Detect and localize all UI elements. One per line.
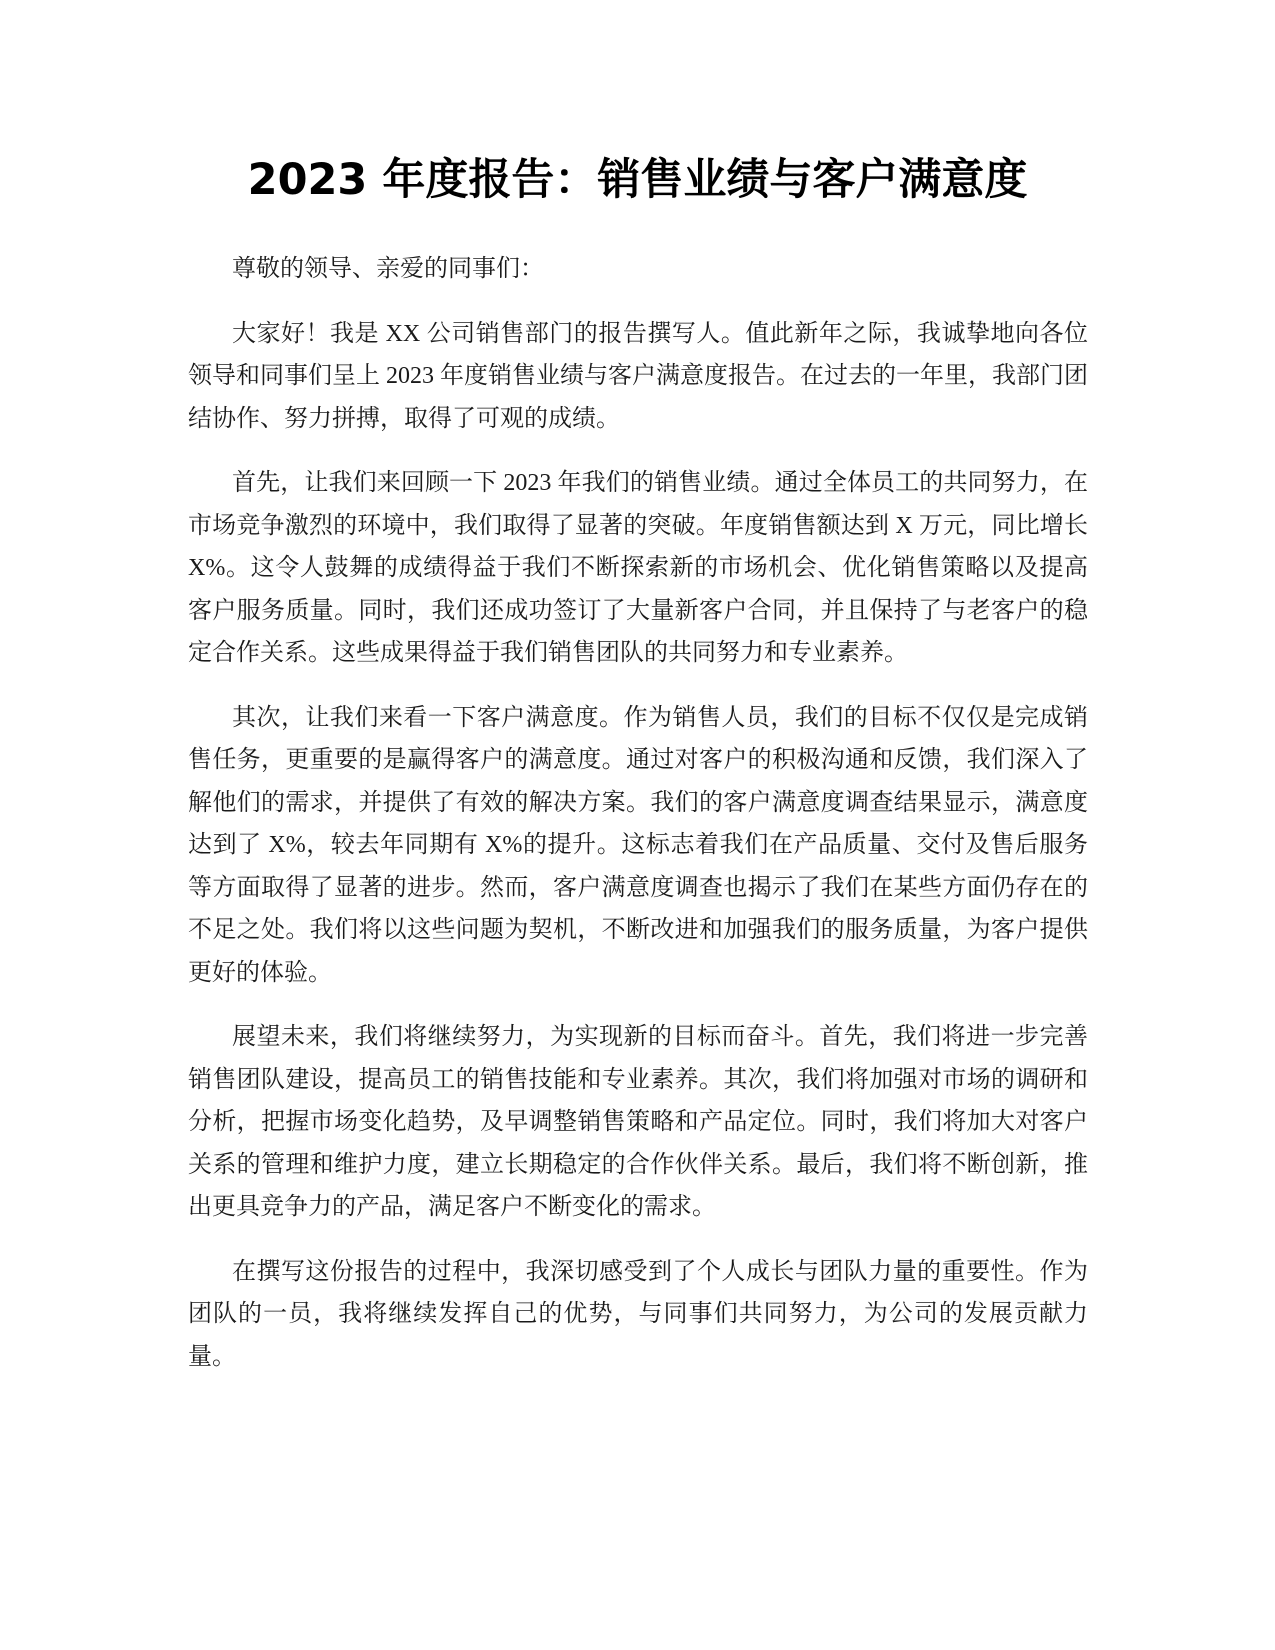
document-title: 2023 年度报告：销售业绩与客户满意度 [247, 155, 1028, 205]
paragraph-intro: 大家好！我是 XX 公司销售部门的报告撰写人。值此新年之际，我诚挚地向各位领导和同事们呈上 2023 年度销售业绩与客户满意度报告。在过去的一年里，我部门团结协作、努力拼搏，取得了可观的成绩。 [188, 320, 1088, 432]
paragraph-conclusion: 在撰写这份报告的过程中，我深切感受到了个人成长与团队力量的重要性。作为团队的一员，我将继续发挥自己的优势，与同事们共同努力，为公司的发展贡献力量。 [188, 1258, 1088, 1370]
paragraph-sales-performance: 首先，让我们来回顾一下 2023 年我们的销售业绩。通过全体员工的共同努力，在市场竞争激烈的环境中，我们取得了显著的突破。年度销售额达到 X 万元，同比增长 X%。这令人鼓舞的成绩得益于我们不断探索新的市场机会、优化销售策略以及提高客户服务质量。同时，我们还成功签订了大量新客户合同，并且保持了与老客户的稳定合作关系。这些成果得益于我们销售团队的共同努力和专业素养。 [188, 470, 1088, 666]
paragraph-customer-satisfaction: 其次，让我们来看一下客户满意度。作为销售人员，我们的目标不仅仅是完成销售任务，更重要的是赢得客户的满意度。通过对客户的积极沟通和反馈，我们深入了解他们的需求，并提供了有效的解决方案。我们的客户满意度调查结果显示，满意度达到了 X%，较去年同期有 X%的提升。这标志着我们在产品质量、交付及售后服务等方面取得了显著的进步。然而，客户满意度调查也揭示了我们在某些方面仍存在的不足之处。我们将以这些问题为契机，不断改进和加强我们的服务质量，为客户提供更好的体验。 [188, 704, 1088, 986]
paragraph-outlook: 展望未来，我们将继续努力，为实现新的目标而奋斗。首先，我们将进一步完善销售团队建设，提高员工的销售技能和专业素养。其次，我们将加强对市场的调研和分析，把握市场变化趋势，及早调整销售策略和产品定位。同时，我们将加大对客户关系的管理和维护力度，建立长期稳定的合作伙伴关系。最后，我们将不断创新，推出更具竞争力的产品，满足客户不断变化的需求。 [188, 1024, 1088, 1220]
salutation: 尊敬的领导、亲爱的同事们： [232, 256, 544, 282]
document-body [188, 248, 1088, 1400]
